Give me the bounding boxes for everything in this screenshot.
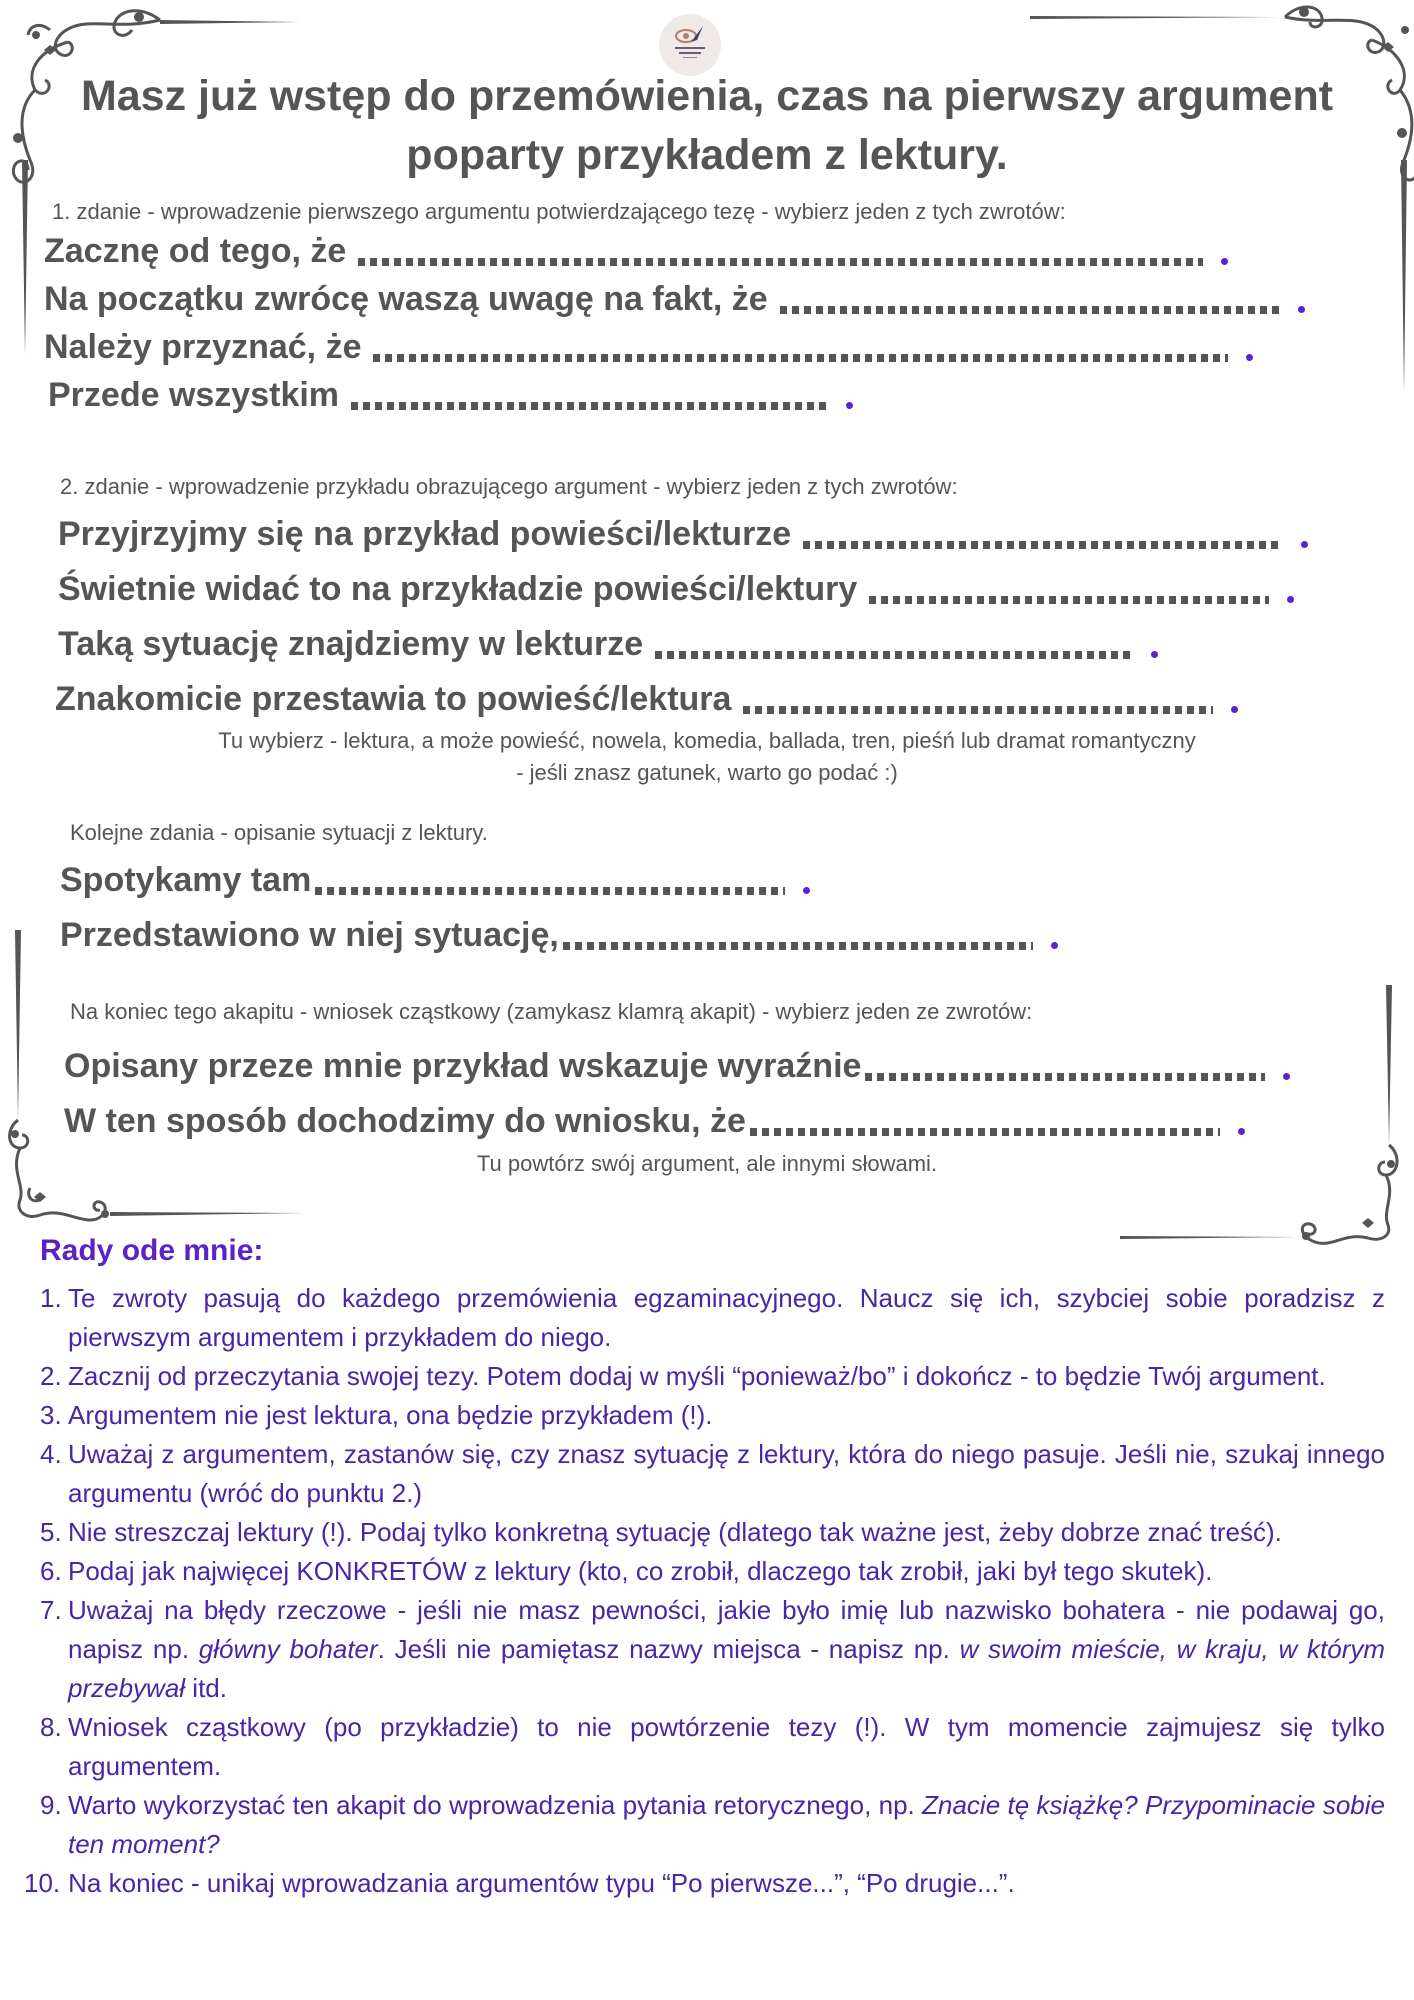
end-bullet <box>1246 354 1253 361</box>
tip-text: Uważaj z argumentem, zastanów się, czy znasz sytuację z lektury, która do niego pasuje. Jeśli nie, szukaj innego argumentu (wróć do punktu 2.) <box>68 1439 1385 1508</box>
tip-number: 3. <box>40 1400 62 1430</box>
phrase-text: Przedstawiono w niej sytuację, <box>60 916 559 954</box>
tip-number: 6. <box>40 1556 62 1586</box>
end-bullet <box>1151 651 1158 658</box>
logo <box>659 14 721 76</box>
phrase-text: Przede wszystkim <box>48 376 340 414</box>
tip-item <box>40 1513 1385 1552</box>
fill-in-dots[interactable] <box>743 706 1213 714</box>
tip-number: 1. <box>40 1283 62 1313</box>
phrase-text: Świetnie widać to na przykładzie powieści/lektury <box>58 570 858 608</box>
tip-number: 7. <box>40 1595 62 1625</box>
genre-hint-line-1: Tu wybierz - lektura, a może powieść, nowela, komedia, ballada, tren, pieśń lub dramat romantyczny <box>218 728 1196 753</box>
conclusion-hint: Tu powtórz swój argument, ale innymi słowami. <box>476 1151 938 1176</box>
phrase-line <box>55 677 1238 721</box>
page-title-line-2: poparty przykładem z lektury. <box>406 131 1008 179</box>
end-bullet <box>1221 258 1228 265</box>
phrase-text: Opisany przeze mnie przykład wskazuje wyraźnie <box>64 1047 862 1085</box>
end-bullet <box>1301 541 1308 548</box>
phrase-line <box>60 913 1058 957</box>
end-bullet <box>1238 1128 1245 1135</box>
tip-text: Podaj jak najwięcej KONKRETÓW z lektury (kto, co zrobił, dlaczego tak zrobił, jaki był tego skutek). <box>68 1556 1213 1586</box>
tips-list <box>24 1279 1386 1903</box>
section2-label: 2. zdanie - wprowadzenie przykładu obrazującego argument - wybierz jeden z tych zwrotów: <box>60 474 958 499</box>
tip-text: Na koniec - unikaj wprowadzania argumentów typu “Po pierwsze...”, “Po drugie...”. <box>68 1868 1015 1898</box>
tip-item <box>40 1435 1385 1513</box>
end-bullet <box>1231 706 1238 713</box>
tip-item <box>40 1786 1385 1864</box>
tip-text-italic: główny bohater <box>198 1634 378 1664</box>
section1-label: 1. zdanie - wprowadzenie pierwszego argumentu potwierdzającego tezę - wybierz jeden z tych zwrotów: <box>52 199 1066 224</box>
phrase-line <box>58 622 1158 666</box>
end-bullet <box>1287 596 1294 603</box>
tip-item <box>40 1396 1385 1435</box>
tip-number: 2. <box>40 1361 62 1391</box>
tip-text: Nie streszczaj lektury (!). Podaj tylko konkretną sytuację (dlatego tak ważne jest, żeby dobrze znać treść). <box>68 1517 1282 1547</box>
phrase-text: W ten sposób dochodzimy do wniosku, że <box>64 1102 746 1140</box>
end-bullet <box>1298 306 1305 313</box>
page-title-line-1: Masz już wstęp do przemówienia, czas na pierwszy argument <box>80 72 1334 120</box>
end-bullet <box>803 887 810 894</box>
fill-in-dots[interactable] <box>865 1073 1265 1081</box>
fill-in-dots[interactable] <box>358 258 1203 266</box>
tip-text-italic: Znacie tę książkę? Przypominacie sobie ten moment? <box>68 1790 1385 1859</box>
fill-in-dots[interactable] <box>315 887 785 895</box>
phrase-text: Na początku zwrócę waszą uwagę na fakt, że <box>44 280 768 318</box>
tip-item <box>40 1708 1385 1786</box>
phrase-line <box>64 1099 1245 1143</box>
phrase-line <box>44 229 1228 273</box>
section3-label: Kolejne zdania - opisanie sytuacji z lektury. <box>70 820 488 845</box>
tips-heading: Rady ode mnie: <box>40 1234 264 1267</box>
end-bullet <box>846 402 853 409</box>
phrase-line <box>58 567 1294 611</box>
tip-text: Argumentem nie jest lektura, ona będzie przykładem (!). <box>68 1400 713 1430</box>
tip-item <box>24 1864 1385 1903</box>
phrase-text: Należy przyznać, że <box>44 328 362 366</box>
tip-text: itd. <box>185 1673 227 1703</box>
fill-in-dots[interactable] <box>869 596 1269 604</box>
section4-label: Na koniec tego akapitu - wniosek cząstkowy (zamykasz klamrą akapit) - wybierz jeden ze zwrotów: <box>70 999 1033 1024</box>
phrase-text: Znakomicie przestawia to powieść/lektura <box>55 680 732 718</box>
phrase-line <box>44 325 1253 369</box>
tip-number: 8. <box>40 1712 62 1742</box>
tip-number: 4. <box>40 1439 62 1469</box>
tip-text: Te zwroty pasują do każdego przemówienia egzaminacyjnego. Naucz się ich, szybciej sobie poradzisz z pierwszym argumentem i przykładem do niego. <box>68 1283 1385 1352</box>
tip-item <box>40 1279 1385 1357</box>
tip-text: Zacznij od przeczytania swojej tezy. Potem dodaj w myśli “ponieważ/bo” i dokończ - to będzie Twój argument. <box>68 1361 1326 1391</box>
phrase-line <box>60 858 810 902</box>
phrase-text: Spotykamy tam <box>60 861 312 899</box>
tip-text: Warto wykorzystać ten akapit do wprowadzenia pytania retorycznego, np. <box>68 1790 923 1820</box>
fill-in-dots[interactable] <box>373 354 1228 362</box>
phrase-line <box>48 373 853 417</box>
tip-item <box>40 1552 1385 1591</box>
tip-number: 10. <box>24 1868 61 1898</box>
phrase-text: Taką sytuację znajdziemy w lekturze <box>58 625 644 663</box>
phrase-line <box>58 512 1308 556</box>
phrase-text: Przyjrzyjmy się na przykład powieści/lekturze <box>58 515 792 553</box>
tip-number: 9. <box>40 1790 62 1820</box>
genre-hint-line-2: - jeśli znasz gatunek, warto go podać :) <box>516 760 898 785</box>
tip-item <box>40 1591 1385 1708</box>
phrase-line <box>44 277 1305 321</box>
tip-text: Uważaj na błędy rzeczowe - jeśli nie masz pewności, jakie było imię lub nazwisko bohatera - nie podawaj go, napisz np. <box>68 1595 1385 1664</box>
fill-in-dots[interactable] <box>563 942 1033 950</box>
fill-in-dots[interactable] <box>750 1128 1220 1136</box>
end-bullet <box>1051 942 1058 949</box>
eye-quill-logo-icon <box>659 14 721 76</box>
phrase-text: Zacznę od tego, że <box>44 232 347 270</box>
tip-item <box>40 1357 1385 1396</box>
fill-in-dots[interactable] <box>780 306 1280 314</box>
fill-in-dots[interactable] <box>655 651 1133 659</box>
end-bullet <box>1283 1073 1290 1080</box>
fill-in-dots[interactable] <box>351 402 828 410</box>
phrase-line <box>64 1044 1290 1088</box>
tip-number: 5. <box>40 1517 62 1547</box>
tip-text: . Jeśli nie pamiętasz nazwy miejsca - napisz np. <box>377 1634 960 1664</box>
tip-text-italic: w swoim mieście, w kraju, w którym przebywał <box>68 1634 1386 1703</box>
fill-in-dots[interactable] <box>803 541 1283 549</box>
tip-text: Wniosek cząstkowy (po przykładzie) to nie powtórzenie tezy (!). W tym momencie zajmujesz się tylko argumentem. <box>68 1712 1385 1781</box>
